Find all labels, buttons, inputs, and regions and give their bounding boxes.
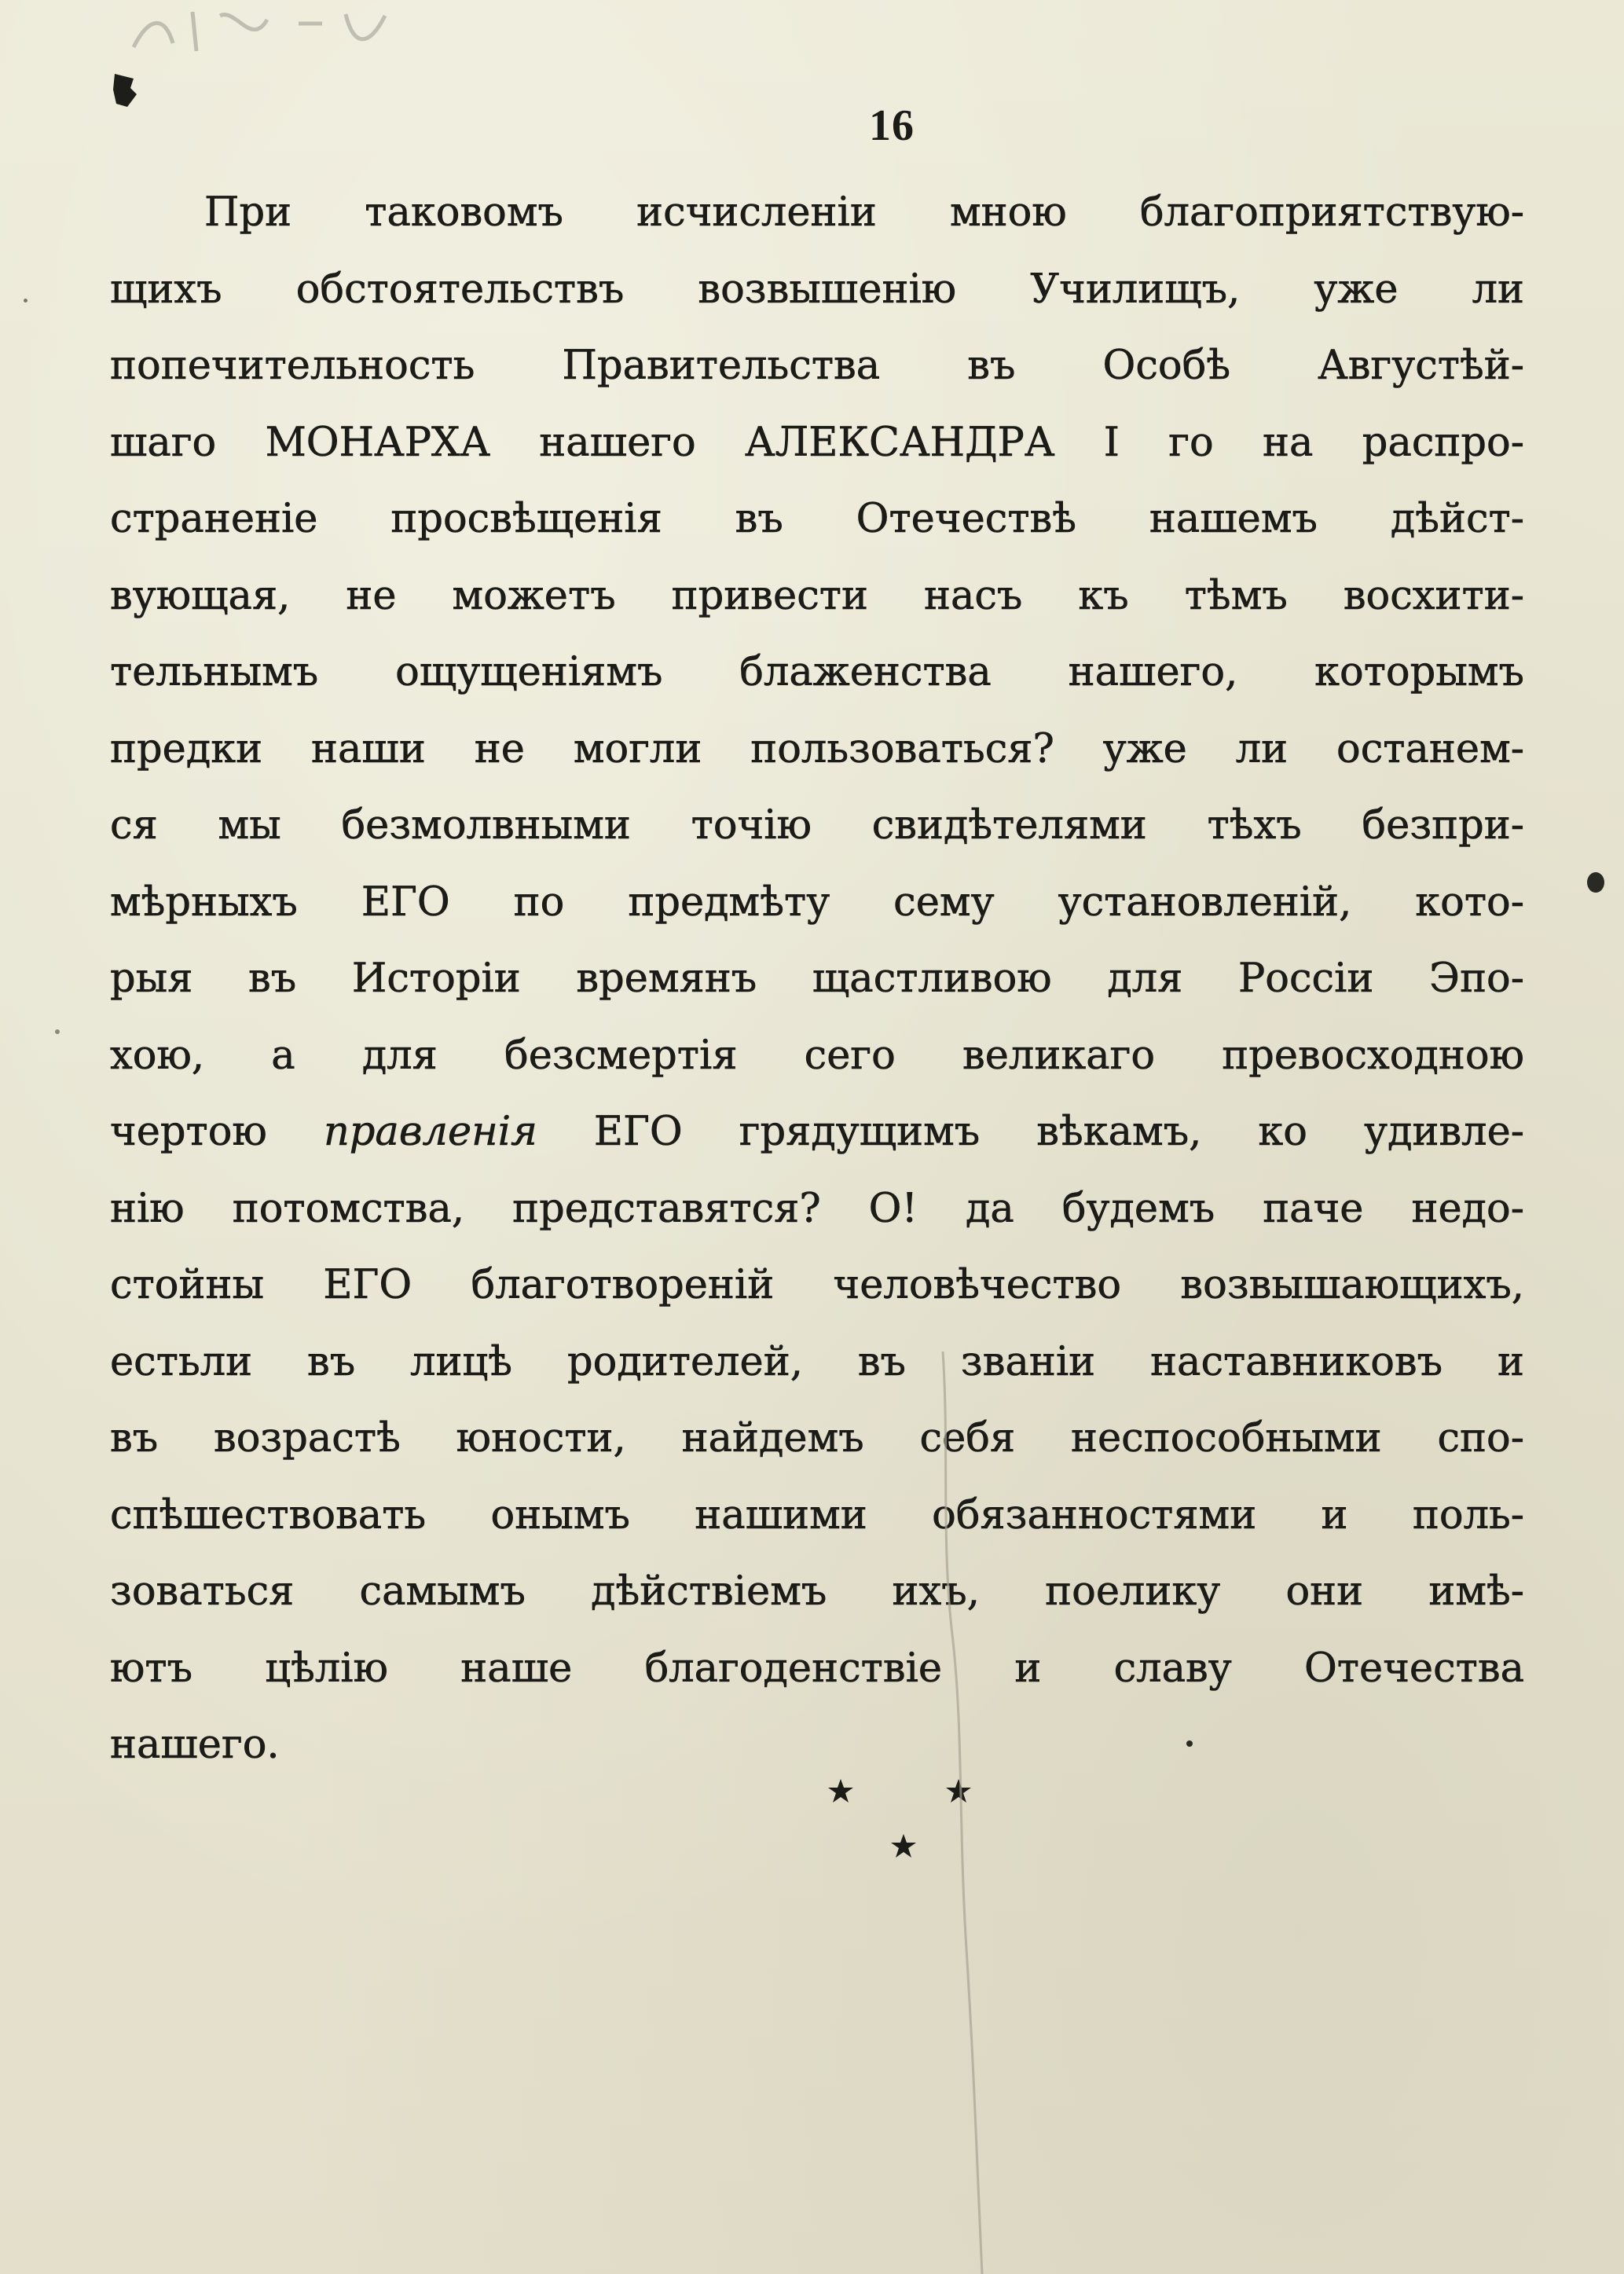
text-fragment: чертою [110, 1109, 267, 1155]
text-line: ся мы безмолвными точiю свидѣтелями тѣхъ безпри- [110, 802, 1524, 849]
text-line: предки наши не могли пользоваться? уже ли останем- [110, 725, 1524, 772]
italic-text-fragment: правленiя [323, 1109, 537, 1155]
text-line: тельнымъ ощущенiямъ блаженства нашего, которымъ [110, 649, 1524, 695]
body-text [110, 174, 1524, 1784]
text-line: естьли въ лицѣ родителей, въ званiи наставниковъ и [110, 1338, 1524, 1385]
text-line: хою, а для безсмертiя сего великаго превосходною [110, 1032, 1524, 1079]
ink-blot-icon [110, 71, 141, 110]
text-line: нiю потомства, представятся? О! да будемъ паче недо- [110, 1185, 1524, 1232]
asterism-icon [817, 1760, 1006, 1870]
ink-speck [55, 1029, 60, 1034]
text-line: рыя въ Исторiи времянъ щастливою для Россiи Эпо- [110, 955, 1524, 1002]
ink-speck [1186, 1740, 1193, 1747]
text-line [110, 1094, 1524, 1171]
text-line: вующая, не можетъ привести насъ къ тѣмъ восхити- [110, 572, 1524, 619]
text-fragment: ЕГО грядущимъ вѣкамъ, ко удивле- [593, 1109, 1524, 1155]
text-line: мѣрныхъ ЕГО по предмѣту сему установленiй, кото- [110, 878, 1524, 926]
page-number: 16 [869, 101, 915, 150]
text-line: стойны ЕГО благотворенiй человѣчество возвышающихъ, [110, 1262, 1524, 1308]
text-line: При таковомъ исчисленiи мною благоприятствую- [204, 189, 1524, 236]
text-line: въ возрастѣ юности, найдемъ себя неспособными спо- [110, 1415, 1524, 1462]
text-line: зоваться самымъ дѣйствiемъ ихъ, поелику они имѣ- [110, 1568, 1524, 1615]
ink-speck [1587, 872, 1604, 893]
text-line: страненiе просвѣщенiя въ Отечествѣ нашемъ дѣйст- [110, 496, 1524, 542]
text-line: попечительность Правительства въ Особѣ Августѣй- [110, 343, 1524, 389]
text-line: щихъ обстоятельствъ возвышенiю Училищъ, уже ли [110, 266, 1524, 313]
ink-speck [24, 299, 27, 303]
pencil-annotation-icon [118, 0, 416, 63]
text-line: нашего. [110, 1722, 280, 1768]
text-line: спѣшествовать онымъ нашими обязанностями и поль- [110, 1491, 1524, 1539]
text-line: ютъ цѣлiю наше благоденствiе и славу Отечества [110, 1645, 1524, 1692]
text-line: шаго МОНАРХА нашего АЛЕКСАНДРА I го на распро- [110, 419, 1524, 466]
